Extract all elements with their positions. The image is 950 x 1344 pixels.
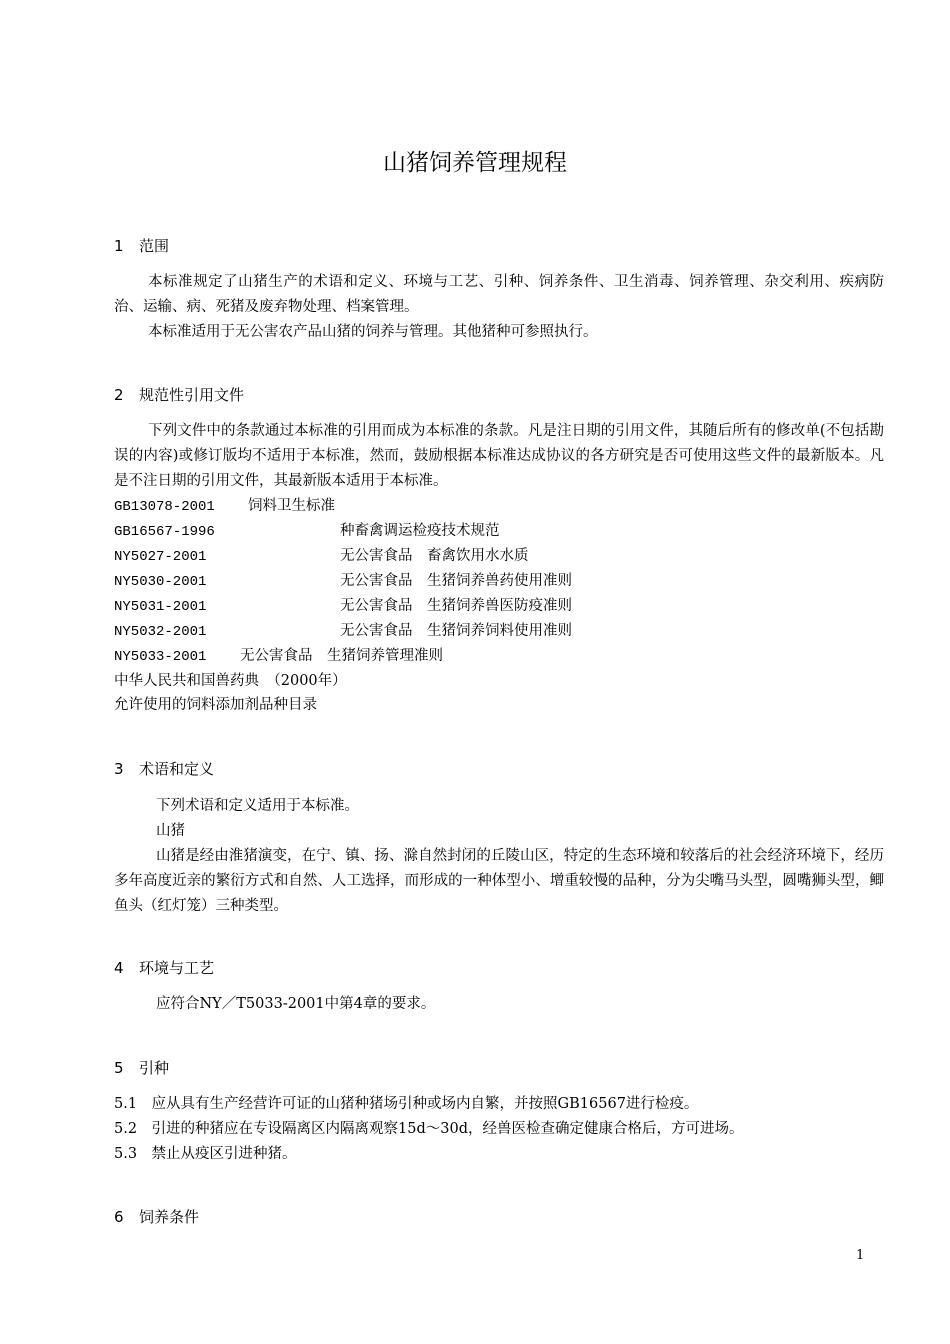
reference-row [114,520,500,543]
reference-row [114,570,572,593]
reference-code: NY5027-2001 [114,549,207,565]
reference-title: 无公害食品 畜禽饮用水水质 [340,548,529,564]
reference-title: 无公害食品 生猪饲养管理准则 [240,648,443,664]
term-name: 山猪 [156,823,185,839]
reference-code: GB13078-2001 [114,499,215,515]
reference-title: 无公害食品 生猪饲养兽药使用准则 [340,573,572,589]
reference-code: NY5033-2001 [114,649,207,665]
section-3-heading [114,759,214,779]
clause-5-2: 5.2 引进的种猪应在专设隔离区内隔离观察15d～30d，经兽医检查确定健康合格后，方可进场。 [114,1121,744,1137]
reference-row [114,495,335,518]
section-number: 5 [114,1059,124,1077]
section-title: 范围 [139,237,170,255]
section-2-paragraph-1: 下列文件中的条款通过本标准的引用而成为本标准的条款。凡是注日期的引用文件，其随后所有的修改单(不包括勘误的内容)或修订版均不适用于本标准，然而，鼓励根据本标准达成协议的各方研究是否可使用这些文件的最新版本。凡是不注日期的引用文件，其最新版本适用于本标准。 [114,423,884,489]
reference-code: NY5030-2001 [114,574,207,590]
page-number: 1 [856,1248,865,1263]
section-title: 术语和定义 [139,760,215,778]
section-number: 6 [114,1208,124,1226]
section-6-heading [114,1207,199,1227]
reference-code: GB16567-1996 [114,524,215,540]
section-number: 4 [114,959,124,977]
reference-additive-catalog: 允许使用的饲料添加剂品种目录 [114,697,317,713]
reference-pharmacopoeia: 中华人民共和国兽药典 （2000年） [114,673,347,689]
reference-title: 无公害食品 生猪饲养兽医防疫准则 [340,598,572,614]
reference-row [114,645,443,668]
section-number: 1 [114,237,124,255]
section-1-paragraph-1: 本标准规定了山猪生产的术语和定义、环境与工艺、引种、饲养条件、卫生消毒、饲养管理、杂交利用、疾病防治、运输、病、死猪及废弃物处理、档案管理。 [114,274,884,315]
section-5-heading [114,1058,169,1078]
section-1-paragraph-2: 本标准适用于无公害农产品山猪的饲养与管理。其他猪种可参照执行。 [148,324,598,340]
section-3-intro: 下列术语和定义适用于本标准。 [156,798,359,814]
section-title: 饲养条件 [139,1208,200,1226]
section-number: 3 [114,760,124,778]
reference-row [114,595,572,618]
reference-title: 无公害食品 生猪饲养饲料使用准则 [340,623,572,639]
clause-5-1: 5.1 应从具有生产经营许可证的山猪种猪场引种或场内自繁，并按照GB16567进行检疫。 [114,1096,699,1112]
section-4-paragraph: 应符合NY／T5033-2001中第4章的要求。 [156,996,436,1012]
section-2-heading [114,385,244,405]
section-title: 环境与工艺 [139,959,215,977]
section-4-heading [114,958,214,978]
section-title: 引种 [139,1059,170,1077]
reference-title: 种畜禽调运检疫技术规范 [340,523,500,539]
document-title: 山猪饲养管理规程 [383,150,567,176]
reference-code: NY5032-2001 [114,624,207,640]
reference-row [114,545,529,568]
term-definition: 山猪是经由淮猪演变，在宁、镇、扬、滁自然封闭的丘陵山区，特定的生态环境和较落后的社会经济环境下，经历多年高度近亲的繁衍方式和自然、人工选择，而形成的一种体型小、增重较慢的品种，分为尖嘴马头型，圆嘴狮头型，鲫鱼头（红灯笼）三种类型。 [114,848,884,914]
section-number: 2 [114,386,124,404]
clause-5-3: 5.3 禁止从疫区引进种猪。 [114,1146,297,1162]
section-1-heading [114,236,169,256]
section-title: 规范性引用文件 [139,386,245,404]
reference-code: NY5031-2001 [114,599,207,615]
reference-title: 饲料卫生标准 [248,498,335,514]
reference-row [114,620,572,643]
